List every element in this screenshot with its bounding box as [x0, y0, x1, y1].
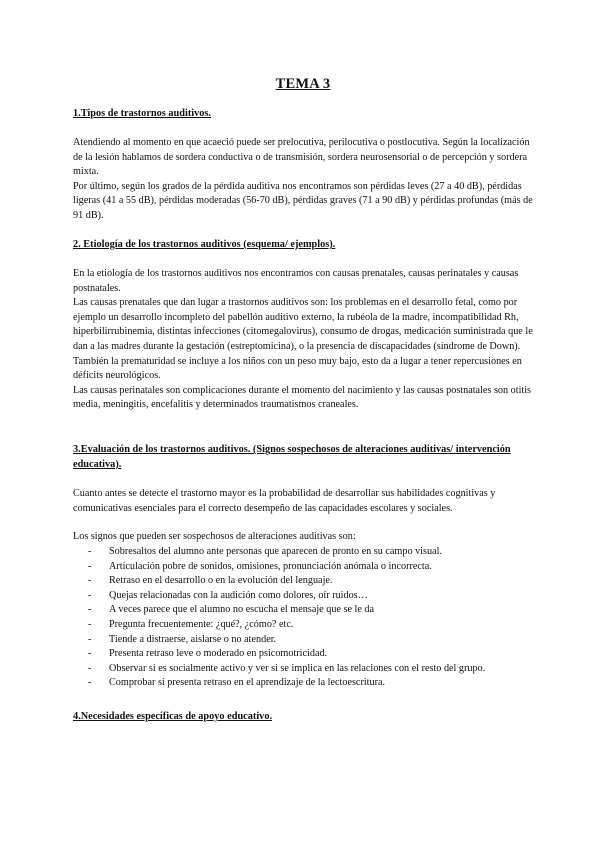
section-2-paragraph-3: También la prematuridad se incluye a los niños con un peso muy bajo, esto da a lugar a tener repercusiones en déficits neurológicos.	[73, 355, 522, 382]
list-item	[88, 662, 533, 677]
signs-list	[73, 545, 533, 691]
section-1-heading: 1.Tipos de trastornos auditivos.	[73, 108, 211, 119]
list-item-text: Articulación pobre de sonidos, omisiones, pronunciación anómala o incorrecta.	[109, 560, 432, 572]
page-title: TEMA 3	[275, 76, 331, 92]
dash-bullet: -	[88, 589, 92, 601]
dash-bullet: -	[88, 648, 92, 660]
section-2-paragraph-1: En la etiología de los trastornos auditivos nos encontramos con causas prenatales, causas perinatales y causas postnatales.	[73, 268, 519, 294]
list-item	[88, 676, 533, 691]
section-1-body	[73, 136, 533, 224]
list-item	[88, 633, 533, 648]
dash-bullet: -	[88, 618, 92, 630]
list-item-text: Retraso en el desarrollo o en la evolución del lenguaje.	[109, 575, 333, 587]
list-item	[88, 574, 533, 589]
dash-bullet: -	[88, 662, 92, 674]
dash-bullet: -	[88, 633, 92, 645]
section-1-paragraph-2: Por último, según los grados de la pérdida auditiva nos encontramos son pérdidas leves (27 a 40 dB), pérdidas ligeras (41 a 55 dB), pérdidas moderadas (56-70 dB), pérdidas graves (71 a 90 dB) y pérdidas profundas (más de 91 dB).	[73, 180, 533, 221]
list-item	[88, 603, 533, 618]
section-3-heading: 3.Evaluación de los trastornos auditivos. (Signos sospechosos de alteraciones auditivas/ intervención educativa).	[73, 444, 511, 470]
section-2-heading: 2. Etiología de los trastornos auditivos (esquema/ ejemplos).	[73, 239, 336, 250]
dash-bullet: -	[88, 560, 92, 572]
section-1-paragraph-1: Atendiendo al momento en que acaeció puede ser prelocutiva, perilocutiva o postlocutiva. Según la localización de la lesión hablamos de sordera conductiva o de transmisión, sordera neurosensorial o de percepción y sordera mixta.	[73, 137, 530, 178]
list-item	[88, 618, 533, 633]
dash-bullet: -	[88, 677, 92, 689]
list-item-text: Sobresaltos del alumno ante personas que aparecen de pronto en su campo visual.	[109, 546, 442, 557]
section-2-paragraph-2: Las causas prenatales que dan lugar a trastornos auditivos son: los problemas en el desarrollo fetal, como por ejemplo un desarrollo incompleto del pabellón auditivo externo, la rubéola de la madre, incompatibilidad Rh, hiperbilirrubinemia, distintas infecciones (citomegalovirus), consumo de drogas, medicación suministrada que le dan a las madres durante la gestación (estreptomicina), o la presencia de discapacidades (síndrome de Down).	[73, 297, 533, 352]
section-2-paragraph-4: Las causas perinatales son complicaciones durante el momento del nacimiento y las causas postnatales son otitis media, meningitis, encefalitis y determinados traumatismos craneales.	[73, 384, 532, 411]
section-3-list-intro: Los signos que pueden ser sospechosos de alteraciones auditivas son:	[73, 531, 356, 542]
list-item-text: Presenta retraso leve o moderado en psicomotricidad.	[109, 648, 328, 660]
dash-bullet: -	[88, 575, 92, 587]
section-4-heading: 4.Necesidades específicas de apoyo educativo.	[73, 711, 273, 722]
list-item-text: Quejas relacionadas con la audición como dolores, oír ruidos…	[109, 589, 368, 601]
list-item-text: A veces parece que el alumno no escucha el mensaje que se le da	[109, 604, 375, 616]
list-item	[88, 545, 533, 560]
section-3-intro: Cuanto antes se detecte el trastorno mayor es la probabilidad de desarrollar sus habilidades cognitivas y comunicativas esenciales para el correcto desempeño de las capacidades escolares y sociales.	[73, 488, 496, 514]
list-item-text: Observar si es socialmente activo y ver si se implica en las relaciones con el resto del grupo.	[109, 662, 486, 674]
list-item-text: Comprobar si presenta retraso en el aprendizaje de la lectoescritura.	[109, 677, 386, 689]
list-item	[88, 647, 533, 662]
list-item-text: Tiende a distraerse, aislarse o no atender.	[109, 633, 277, 645]
section-2-body	[73, 267, 533, 413]
list-item	[88, 589, 533, 604]
list-item-text: Pregunta frecuentemente: ¿qué?, ¿cómo? etc.	[109, 618, 294, 630]
list-item	[88, 560, 533, 575]
dash-bullet: -	[88, 604, 92, 616]
dash-bullet: -	[88, 546, 92, 557]
